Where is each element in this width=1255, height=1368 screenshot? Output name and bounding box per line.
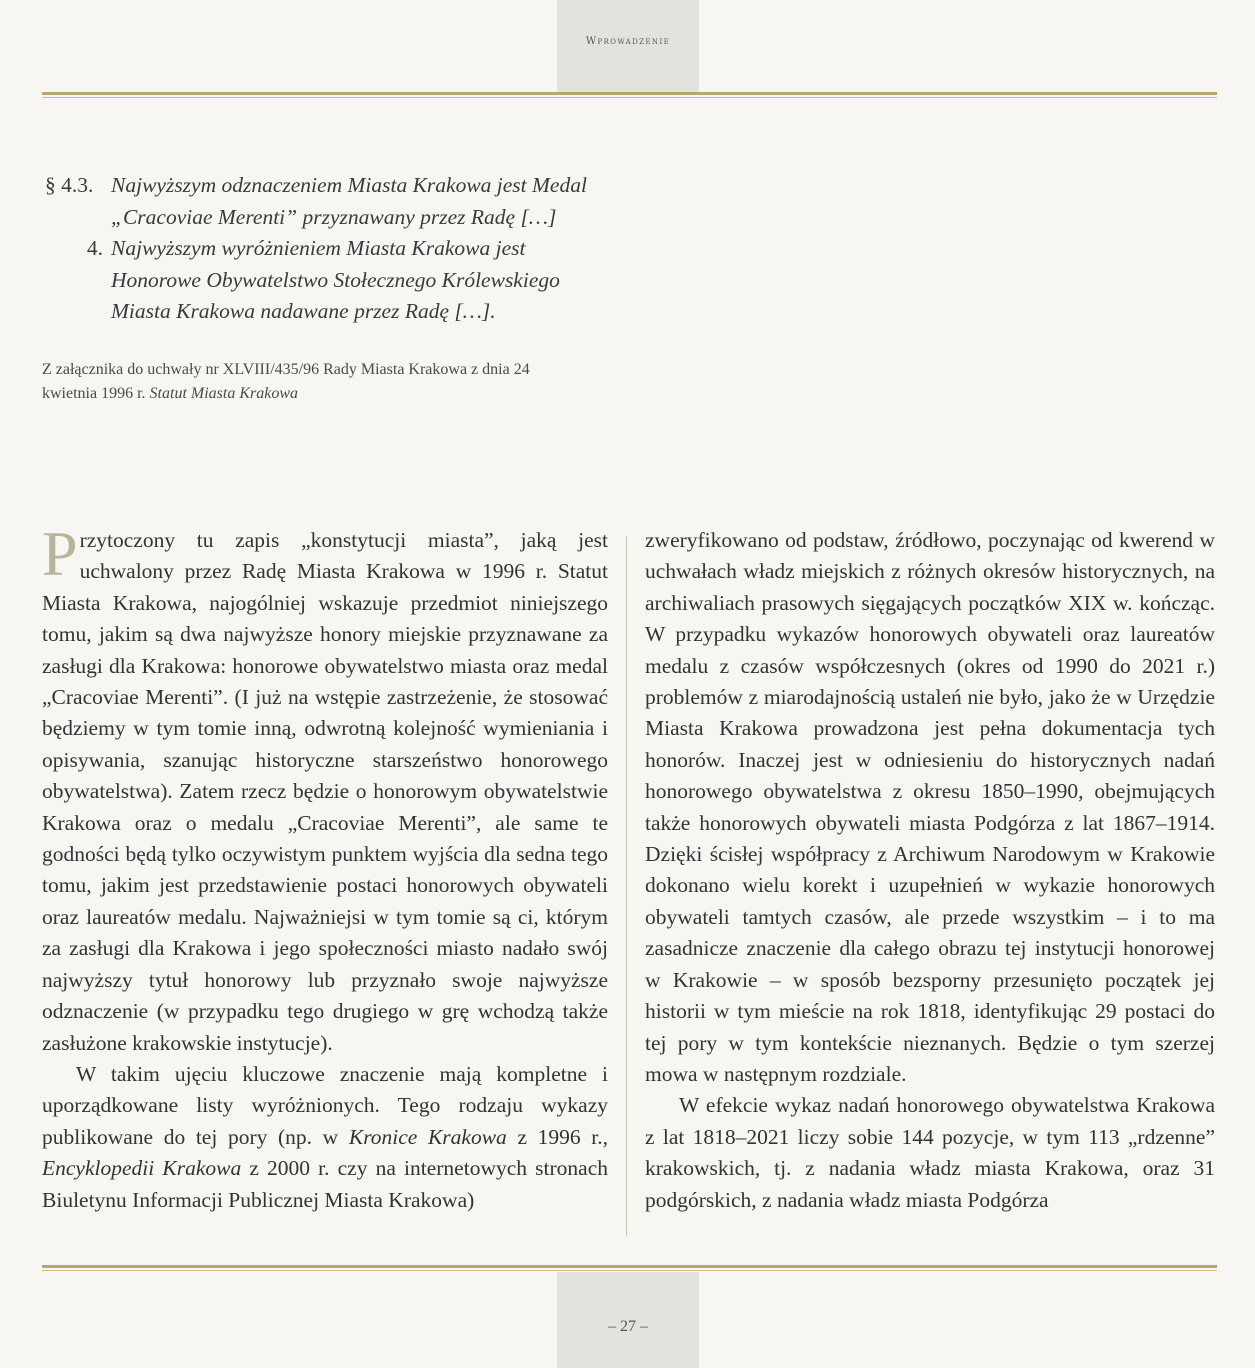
quote-item-number: 4. — [86, 236, 103, 260]
running-head: Wprowadzenie — [585, 36, 671, 47]
paragraph — [42, 518, 608, 1059]
column-divider — [626, 536, 627, 1236]
quote-item — [45, 170, 615, 233]
right-column — [645, 525, 1215, 1216]
left-column — [42, 518, 608, 1216]
paragraph — [42, 1059, 608, 1216]
source-prefix: Z załącznika do uchwały nr XLVIII/435/96 Rady Miasta Krakowa z dnia 24 kwietnia 1996 r. — [42, 361, 530, 402]
drop-cap: P — [42, 518, 78, 589]
quote-item — [45, 233, 615, 328]
quote-source — [42, 358, 542, 406]
quote-item-text: Najwyższym wyróżnieniem Miasta Krakowa jest Honorowe Obywatelstwo Stołecznego Królewskiego Miasta Krakowa nadawane przez Radę […]. — [111, 236, 560, 323]
paragraph: zweryfikowano od podstaw, źródłowo, poczynając od kwerend w uchwałach władz miejskich z różnych okresów historycznych, na archiwaliach prasowych sięgających początków XIX w. kończąc. W przypadku wykazów honorowych obywateli oraz laureatów medalu z czasów współczesnych (okres od 1990 do 2021 r.) problemów z miarodajnością ustaleń nie było, jako że w Urzędzie Miasta Krakowa prowadzona jest pełna dokumentacja tych honorów. Inaczej jest w odniesieniu do historycznych nadań honorowego obywatelstwa z okresu 1850–1990, obejmujących także honorowych obywateli miasta Podgórza z lat 1867–1914. Dzięki ścisłej współpracy z Archiwum Narodowym w Krakowie dokonano wielu korekt i uzupełnień w wykazie honorowych obywateli tamtych czasów, ale przede wszystkim – i to ma zasadnicze znaczenie dla całego obrazu tej instytucji honorowej w Krakowie – w sposób bezsporny przesunięto początek jej historii w tym mieście na rok 1818, identyfikując 29 postaci do tej pory w tym kontekście nieznanych. Będzie o tym szerzej mowa w następnym rozdziale. — [645, 528, 1215, 1086]
paragraph-text: rzytoczony tu zapis „konstytucji miasta”, jaką jest uchwalony przez Radę Miasta Krakowa w 1996 r. Statut Miasta Krakowa, najogólniej wskazuje przedmiot niniejszego tomu, jakim są dwa najwyższe honory miejskie przyznawane za zasługi dla Krakowa: honorowe obywatelstwo miasta oraz medal „Cracoviae Merenti”. (I już na wstępie zastrzeżenie, że stosować będziemy w tym tomie inną, odwrotną kolejność wymieniania i opisywania, szanując historyczne starszeństwo honorowego obywatelstwa). Zatem rzecz będzie o honorowym obywatelstwie Krakowa oraz o medalu „Cracoviae Merenti”, ale same te godności będą tylko oczywistym punktem wyjścia dla sedna tego tomu, jakim jest przedstawienie postaci honorowych obywateli oraz laureatów medalu. Najważniejsi w tym tomie są ci, którym za zasługi dla Krakowa i jego społeczności miasto nadało swój najwyższy tytuł honorowy lub przyznało swoje najwyższe odznaczenie (w przypadku tego drugiego w grę wchodzą także zasłużone krakowskie instytucje). — [42, 528, 608, 1055]
quote-item-number: § 4.3. — [45, 173, 94, 197]
top-rule — [42, 92, 1217, 99]
emphasis-title: Encyklopedii Krakowa — [42, 1156, 242, 1181]
quote-item-text: Najwyższym odznaczeniem Miasta Krakowa jest Medal „Cracoviae Merenti” przyznawany przez Radę […] — [111, 173, 587, 229]
statute-quote — [45, 170, 615, 328]
bottom-rule — [42, 1265, 1217, 1272]
paragraph-text: z 2000 r. czy na internetowych stronach Biuletynu Informacji Publicznej Miasta Krakowa) — [42, 1156, 608, 1212]
paragraph-text: W takim ujęciu kluczowe znaczenie mają kompletne i uporządkowane listy wyróżnionych. Tego rodzaju wykazy publikowane do tej pory (np. w — [42, 1061, 608, 1149]
paragraph-text: z 1996 r., — [517, 1124, 608, 1149]
paragraph: W efekcie wykaz nadań honorowego obywatelstwa Krakowa z lat 1818–2021 liczy sobie 144 pozycje, w tym 113 „rdzenne” krakowskich, tj. z nadania władz miasta Krakowa, oraz 31 podgórskich, z nadania władz miasta Podgórza — [645, 1093, 1215, 1212]
emphasis-title: Kronice Krakowa — [348, 1124, 507, 1149]
page-number: – 27 – — [608, 1318, 648, 1335]
source-title: Statut Miasta Krakowa — [149, 385, 298, 402]
